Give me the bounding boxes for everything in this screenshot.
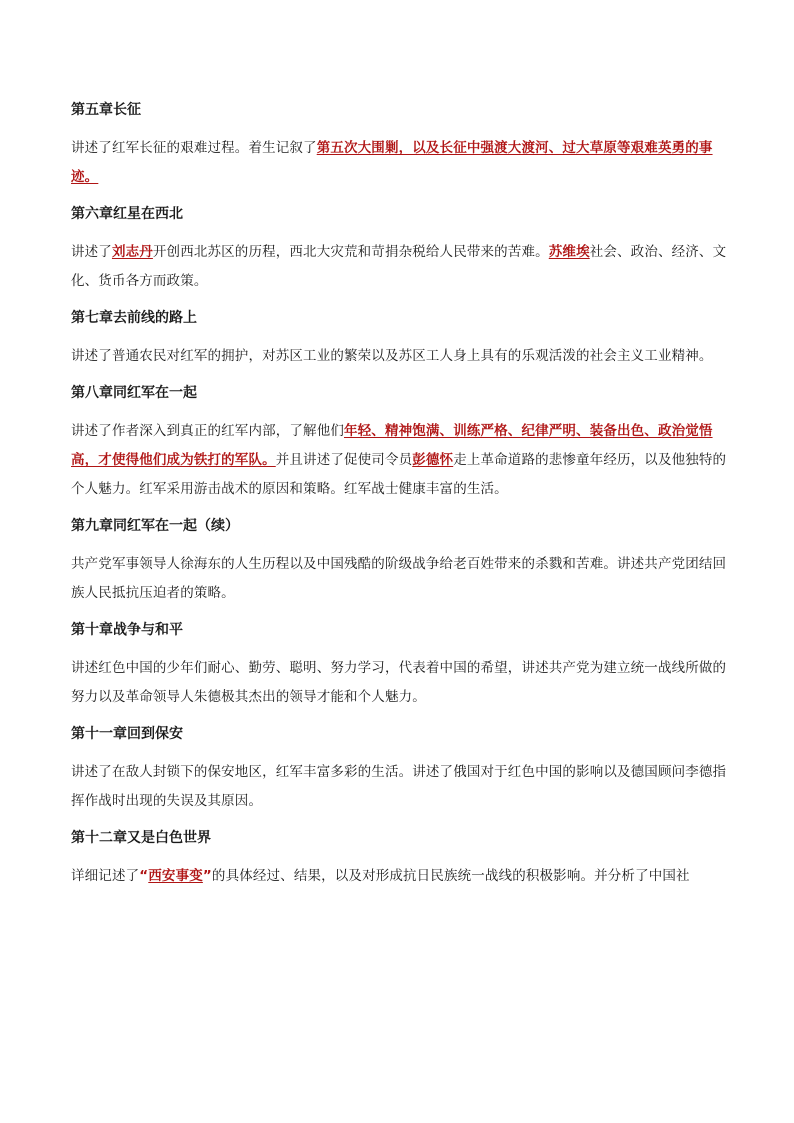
summary-text: 讲述了普通农民对红军的拥护，对苏区工业的繁荣以及苏区工人身上具有的乐观活泼的社会主义工业精神。 bbox=[71, 348, 713, 364]
summary-text: 开创西北苏区的历程，西北大灾荒和苛捐杂税给人民带来的苦难。 bbox=[152, 244, 549, 260]
chapter-title: 第七章去前线的路上 bbox=[71, 310, 197, 326]
summary-text: 讲述了在敌人封锁下的保安地区，红军丰富多彩的生活。讲述了俄国对于红色中国的影响以及德国顾问李德指挥作战时出现的失误及其原因。 bbox=[71, 764, 727, 809]
highlighted-term: 苏维埃 bbox=[548, 244, 590, 260]
chapter-title: 第五章长征 bbox=[71, 102, 141, 118]
highlighted-term: 刘志丹 bbox=[111, 244, 153, 260]
spacer bbox=[71, 608, 727, 620]
spacer bbox=[71, 328, 727, 342]
chapter-title: 第六章红星在西北 bbox=[71, 206, 183, 222]
chapter-summary bbox=[71, 654, 727, 712]
spacer bbox=[71, 120, 727, 134]
chapter-section bbox=[71, 383, 727, 516]
spacer bbox=[71, 816, 727, 828]
chapter-section bbox=[71, 620, 727, 724]
chapter-section bbox=[71, 724, 727, 828]
summary-text: 讲述了红军长征的艰难过程。着生记叙了 bbox=[71, 140, 317, 156]
document-content bbox=[71, 100, 727, 891]
chapter-summary bbox=[71, 417, 727, 504]
spacer bbox=[71, 848, 727, 862]
summary-text: 详细记述了 bbox=[71, 868, 140, 884]
spacer bbox=[71, 296, 727, 308]
spacer bbox=[71, 536, 727, 550]
summary-text: 并且讲述了促使司令员 bbox=[275, 452, 413, 468]
chapter-summary bbox=[71, 238, 727, 296]
chapter-summary bbox=[71, 342, 727, 371]
chapter-title: 第十二章又是白色世界 bbox=[71, 830, 211, 846]
chapter-summary bbox=[71, 550, 727, 608]
spacer bbox=[71, 504, 727, 516]
highlighted-term: 西安事变 bbox=[148, 868, 203, 884]
highlighted-term: 第五次大围剿，以及长征中强渡大渡河、过大草原等艰难英勇的事迹。 bbox=[71, 140, 713, 185]
chapter-title: 第九章同红军在一起（续） bbox=[71, 518, 239, 534]
summary-text: 讲述红色中国的少年们耐心、勤劳、聪明、努力学习，代表着中国的希望，讲述共产党为建立统一战线所做的努力以及革命领导人朱德极其杰出的领导才能和个人魅力。 bbox=[71, 660, 727, 705]
chapter-title: 第十一章回到保安 bbox=[71, 726, 183, 742]
chapter-title: 第十章战争与和平 bbox=[71, 622, 183, 638]
chapter-section bbox=[71, 516, 727, 620]
spacer bbox=[71, 403, 727, 417]
summary-text: 社会、政治、经济、文化、货币各方而政策。 bbox=[71, 244, 727, 289]
summary-text: 讲述了作者深入到真正的红军内部，了解他们 bbox=[71, 423, 344, 439]
quote-mark: ” bbox=[202, 868, 212, 884]
summary-text: 走上革命道路的悲惨童年经历，以及他独特的个人魅力。红军采用游击战术的原因和策略。红军战士健康丰富的生活。 bbox=[71, 452, 727, 497]
summary-text: 共产党军事领导人徐海东的人生历程以及中国残酷的阶级战争给老百姓带来的杀戮和苦难。讲述共产党团结回族人民抵抗压迫者的策略。 bbox=[71, 556, 727, 601]
highlighted-term: 彭德怀 bbox=[412, 452, 454, 468]
spacer bbox=[71, 640, 727, 654]
spacer bbox=[71, 192, 727, 204]
chapter-summary bbox=[71, 758, 727, 816]
chapter-section bbox=[71, 308, 727, 383]
chapter-section bbox=[71, 828, 727, 891]
summary-text: 的具体经过、结果，以及对形成抗日民族统一战线的积极影响。并分析了中国社 bbox=[211, 868, 690, 884]
chapter-summary bbox=[71, 134, 727, 192]
chapter-section bbox=[71, 100, 727, 204]
summary-text: 讲述了 bbox=[71, 244, 112, 260]
quote-mark: “ bbox=[139, 868, 149, 884]
spacer bbox=[71, 224, 727, 238]
spacer bbox=[71, 371, 727, 383]
chapter-section bbox=[71, 204, 727, 308]
chapter-title: 第八章同红军在一起 bbox=[71, 385, 197, 401]
spacer bbox=[71, 712, 727, 724]
spacer bbox=[71, 744, 727, 758]
chapter-summary bbox=[71, 862, 727, 891]
highlighted-term: 年轻、精神饱满、训练严格、纪律严明、装备出色、政治觉悟高，才使得他们成为铁打的军队。 bbox=[71, 423, 713, 468]
